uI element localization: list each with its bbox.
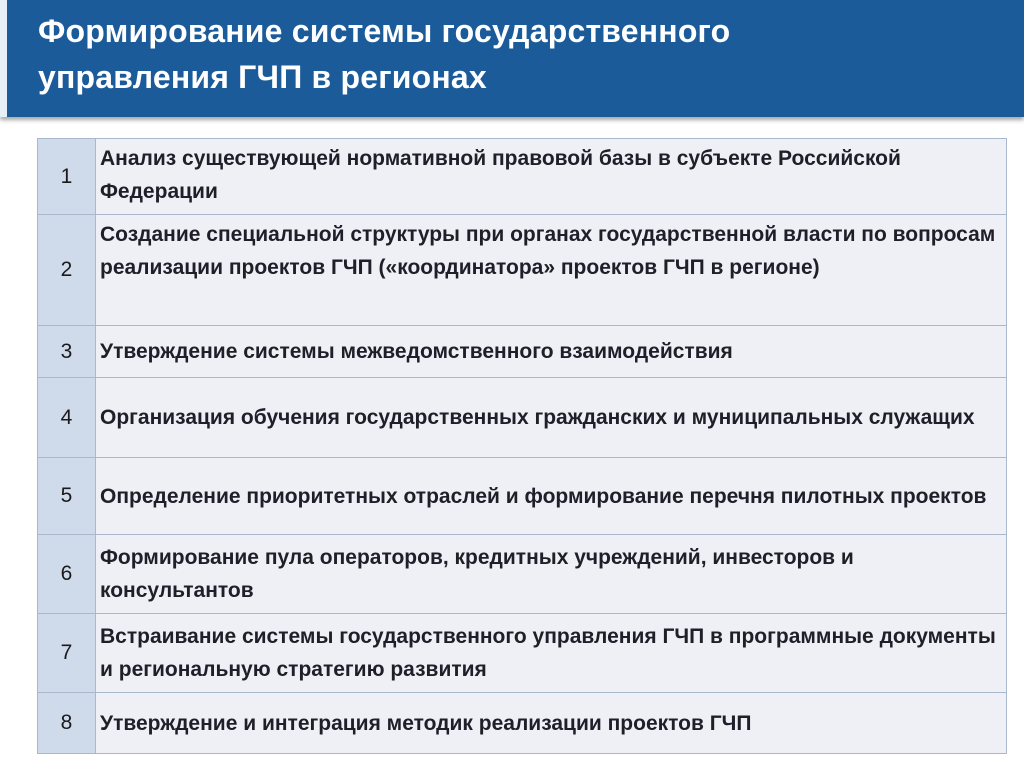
table-row (38, 458, 1007, 535)
row-text: Встраивание системы государственного управления ГЧП в программные документы и региональную стратегию развития (96, 614, 1007, 693)
row-number: 4 (38, 378, 96, 458)
row-text: Утверждение и интеграция методик реализации проектов ГЧП (96, 693, 1007, 754)
table-row (38, 614, 1007, 693)
row-number: 8 (38, 693, 96, 754)
steps-table (37, 138, 1007, 754)
header-accent-stripe (0, 0, 7, 117)
slide-title-line-2: управления ГЧП в регионах (38, 59, 487, 95)
table-row (38, 215, 1007, 326)
row-text: Определение приоритетных отраслей и формирование перечня пилотных проектов (96, 458, 1007, 535)
table-row (38, 693, 1007, 754)
steps-table-container (37, 138, 1007, 754)
slide-title (38, 8, 998, 100)
row-number: 1 (38, 139, 96, 215)
row-number: 5 (38, 458, 96, 535)
row-text: Организация обучения государственных гражданских и муниципальных служащих (96, 378, 1007, 458)
slide-title-line-1: Формирование системы государственного (38, 13, 731, 49)
row-text: Формирование пула операторов, кредитных учреждений, инвесторов и консультантов (96, 535, 1007, 614)
table-row (38, 535, 1007, 614)
row-text: Анализ существующей нормативной правовой базы в субъекте Российской Федерации (96, 139, 1007, 215)
table-row (38, 139, 1007, 215)
row-text: Утверждение системы межведомственного взаимодействия (96, 326, 1007, 378)
row-text: Создание специальной структуры при органах государственной власти по вопросам реализации проектов ГЧП («координатора» проектов ГЧП в регионе) (96, 215, 1007, 326)
row-number: 2 (38, 215, 96, 326)
table-row (38, 326, 1007, 378)
row-number: 3 (38, 326, 96, 378)
slide-header (0, 0, 1024, 117)
row-number: 6 (38, 535, 96, 614)
table-row (38, 378, 1007, 458)
row-number: 7 (38, 614, 96, 693)
